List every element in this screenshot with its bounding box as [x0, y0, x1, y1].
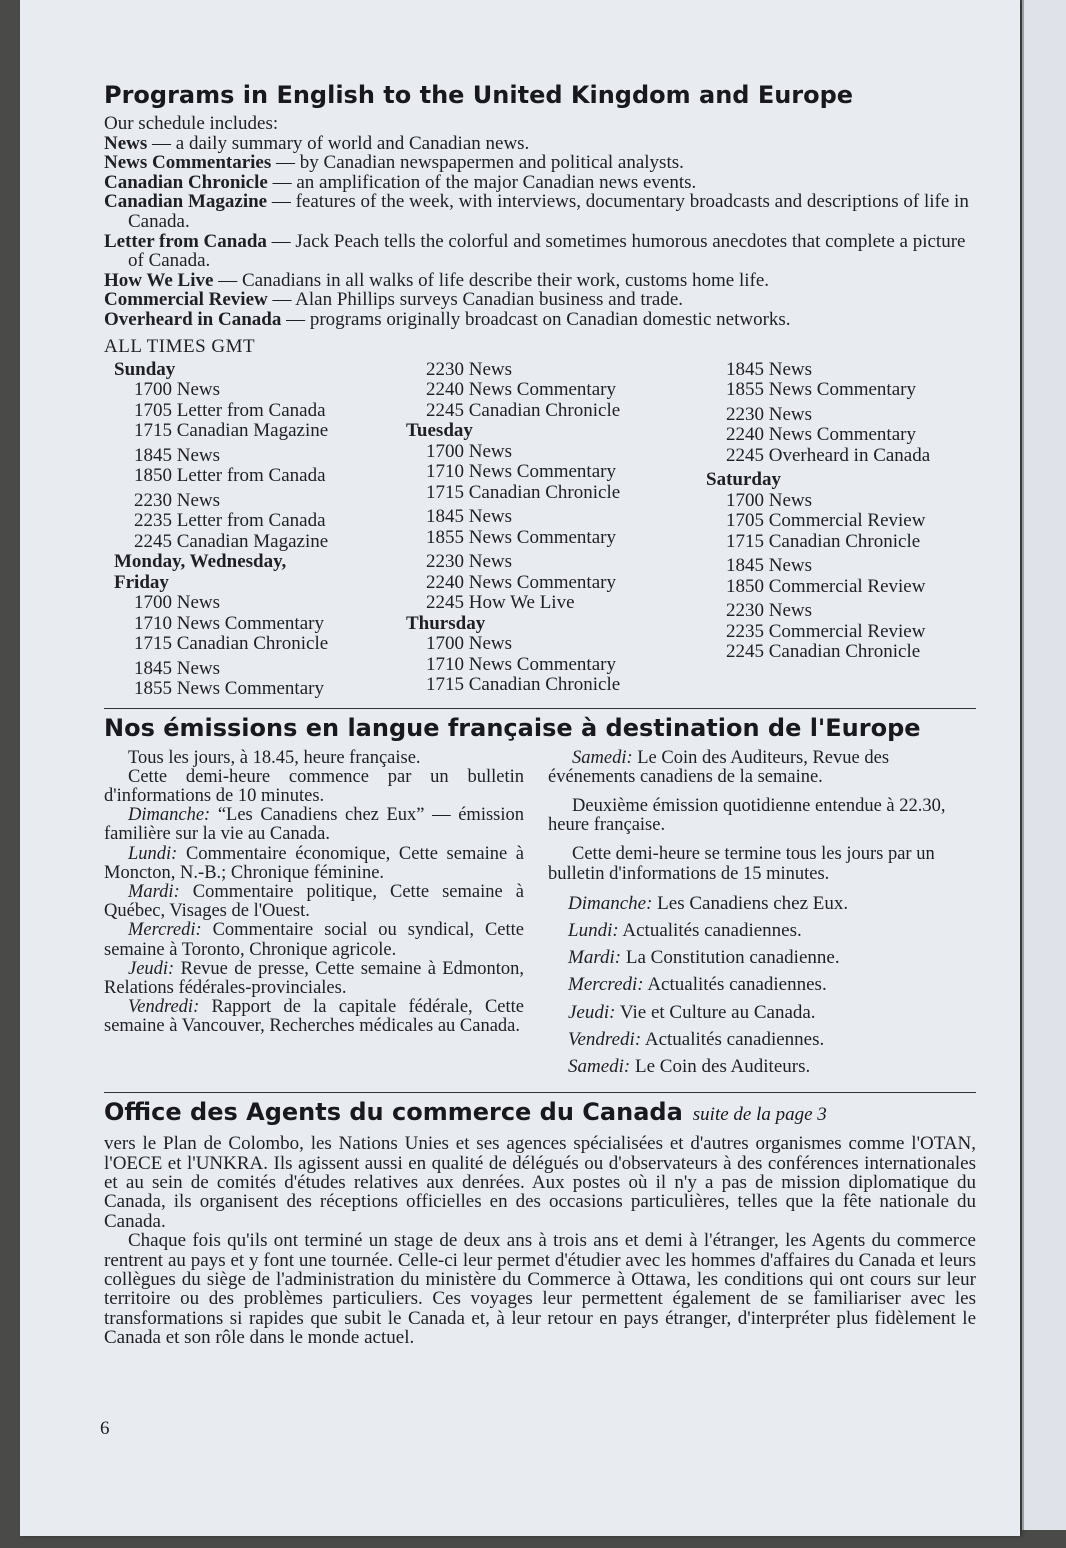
schedule-entry: 1715 Canadian Magazine: [134, 420, 329, 442]
french-day-paragraph: [104, 806, 524, 844]
program-label: Commercial Review: [104, 289, 268, 311]
times-label: ALL TIMES GMT: [104, 335, 256, 357]
french-day-text: Le Coin des Auditeurs, Revue des événements canadiens de la semaine.: [548, 747, 890, 787]
french-paragraph: Cette demi-heure commence par un bulletin d'informations de 10 minutes.: [104, 766, 524, 806]
schedule-column-1: [104, 360, 406, 700]
french-day-label: Mercredi:: [128, 920, 202, 941]
schedule-entry: 1700 News: [726, 489, 813, 511]
french-day-paragraph: [548, 749, 976, 787]
schedule-entry: 1710 News Commentary: [426, 653, 616, 675]
next-page-edge: [1022, 0, 1066, 1530]
french-day-text: Rapport de la capitale fédérale, Cette semaine à Vancouver, Recherches médicales au Canada.: [104, 997, 524, 1037]
french-day-label: Vendredi:: [128, 997, 200, 1018]
article-paragraph: Chaque fois qu'ils ont terminé un stage de deux ans à trois ans et demi à l'étranger, les Agents du commerce rentrent au pays et y font une tournée. Celle-ci leur permet d'étudier avec les hommes d'affaires du Canada et leurs collègues du siège de l'administration du ministère du Commerce à Ottawa, les conditions qui ont cours sur leur territoire ou des problèmes particuliers. Ces voyages leur permettent également de se familiariser avec les transformations si rapides que subit le Canada et, à leur retour en pays étranger, d'interpréter plus fidèlement le Canada et son rôle dans le monde actuel.: [104, 1230, 976, 1349]
section-divider: [104, 708, 976, 709]
french-day-text: Commentaire social ou syndical, Cette semaine à Toronto, Chronique agricole.: [104, 920, 525, 960]
program-item: [104, 173, 976, 193]
schedule-entry: 1705 Letter from Canada: [134, 399, 326, 421]
schedule-entry: 1850 Letter from Canada: [134, 465, 326, 487]
french-paragraph: Cette demi-heure se termine tous les jours par un bulletin d'informations de 15 minutes.: [548, 844, 935, 884]
program-item: [104, 153, 976, 173]
french-programs: [104, 749, 976, 1085]
french-day-text: “Les Canadiens chez Eux” — émission familière sur la vie au Canada.: [104, 805, 524, 845]
french-paragraph: Tous les jours, à 18.45, heure française.: [128, 747, 421, 768]
schedule-entry: 1855 News Commentary: [426, 526, 616, 548]
french-day-text: Commentaire politique, Cette semaine à Québec, Visages de l'Ouest.: [104, 881, 524, 922]
french-program: [548, 975, 976, 994]
schedule-entry: 2240 News Commentary: [426, 379, 616, 401]
schedule-entry: 1845 News: [726, 358, 813, 380]
program-label: Canadian Magazine: [104, 191, 268, 213]
program-desc: — Jack Peach tells the colorful and sometimes humorous anecdotes that complete a picture of Canada.: [128, 230, 966, 272]
french-left-column: [104, 749, 548, 1085]
french-program-text: Le Coin des Auditeurs.: [635, 1055, 811, 1077]
french-day-label: Mercredi:: [568, 974, 644, 996]
schedule-entry: 2230 News: [426, 358, 513, 380]
program-desc: — by Canadian newspapermen and political analysts.: [276, 152, 684, 174]
schedule-entry: 2240 News Commentary: [726, 424, 916, 446]
french-day-label: Jeudi:: [128, 958, 175, 979]
french-right-column: [548, 749, 976, 1085]
schedule-entry: 2245 Canadian Magazine: [134, 530, 329, 552]
program-desc: — Alan Phillips surveys Canadian business and trade.: [272, 289, 684, 311]
schedule-entry: 1700 News: [134, 592, 221, 614]
french-day-text: Revue de presse, Cette semaine à Edmonton, Relations fédérales-provinciales.: [104, 958, 524, 998]
french-program: [548, 921, 976, 940]
french-day-paragraph: [104, 998, 524, 1036]
english-programs-title: Programs in English to the United Kingdom and Europe: [104, 81, 854, 109]
schedule-entry: 1855 News Commentary: [726, 379, 916, 401]
schedule-entry: 1715 Canadian Chronicle: [134, 633, 329, 655]
french-day-label: Lundi:: [568, 919, 619, 941]
day-heading-friday: Friday: [114, 571, 169, 593]
section-divider: [104, 1092, 976, 1093]
schedule-entry: 1710 News Commentary: [426, 461, 616, 483]
day-heading-tuesday: Tuesday: [406, 420, 473, 442]
french-day-label: Dimanche:: [128, 805, 211, 826]
program-item: [104, 134, 976, 154]
day-heading-mwf: Monday, Wednesday,: [114, 551, 287, 573]
schedule-intro: Our schedule includes:: [104, 113, 279, 134]
french-day-label: Dimanche:: [568, 892, 653, 914]
program-item: [104, 310, 976, 330]
french-day-paragraph: [104, 845, 524, 883]
french-program: [548, 1030, 976, 1049]
french-program: [548, 894, 976, 913]
page-number: 6: [100, 1418, 110, 1439]
french-day-label: Vendredi:: [568, 1028, 642, 1050]
trade-office-article: [104, 1134, 976, 1347]
continued-note: suite de la page 3: [692, 1104, 827, 1126]
article-paragraph: vers le Plan de Colombo, les Nations Unies et ses agences spécialisées et d'autres organismes comme l'OTAN, l'OECE et l'UNKRA. Ils agissent aussi en qualité de délégués ou d'observateurs à des conférences internationales et au sein de comités d'études relatives aux denrées. Aux postes où il n'y a pas de mission diplomatique du Canada, ils organisent des réceptions officielles en des occasions particulières, telles que la fête nationale du Canada.: [104, 1133, 976, 1232]
program-desc: — a daily summary of world and Canadian news.: [152, 132, 530, 154]
schedule-entry: 1855 News Commentary: [134, 678, 324, 700]
program-descriptions: [104, 114, 976, 330]
schedule-entry: 1715 Canadian Chronicle: [426, 481, 621, 503]
french-day-label: Mardi:: [128, 881, 180, 902]
day-heading-sunday: Sunday: [114, 358, 176, 380]
french-program-text: Vie et Culture au Canada.: [619, 1001, 816, 1023]
schedule-entry: 1845 News: [426, 506, 513, 528]
program-item: [104, 232, 976, 271]
schedule-entry: 2245 Overheard in Canada: [726, 444, 931, 466]
program-item: [104, 192, 976, 231]
program-label: How We Live: [104, 269, 214, 291]
program-label: News Commentaries: [104, 152, 272, 174]
schedule-column-2: [406, 360, 706, 700]
french-day-paragraph: [104, 921, 524, 959]
schedule-entry: 1845 News: [726, 555, 813, 577]
schedule-entry: 1700 News: [134, 379, 221, 401]
french-program-text: Actualités canadiennes.: [622, 919, 802, 941]
french-program-text: Les Canadiens chez Eux.: [657, 892, 849, 914]
schedule-entry: 1715 Canadian Chronicle: [726, 530, 921, 552]
schedule-entry: 1715 Canadian Chronicle: [426, 674, 621, 696]
french-day-label: Samedi:: [568, 1055, 631, 1077]
schedule-column-3: [706, 360, 976, 700]
program-desc: — features of the week, with interviews, documentary broadcasts and descriptions of life in Canada.: [128, 191, 969, 232]
french-day-paragraph: [104, 960, 524, 998]
program-desc: — an amplification of the major Canadian news events.: [272, 171, 697, 193]
schedule-entry: 1850 Commercial Review: [726, 575, 926, 597]
program-label: Overheard in Canada: [104, 308, 282, 330]
schedule-entry: 2245 How We Live: [426, 592, 575, 614]
french-program: [548, 948, 976, 967]
schedule-entry: 2235 Commercial Review: [726, 620, 926, 642]
schedule-entry: 2245 Canadian Chronicle: [426, 399, 621, 421]
page-content: [104, 80, 976, 1348]
french-day-label: Lundi:: [128, 843, 178, 864]
schedule-entry: 2240 News Commentary: [426, 571, 616, 593]
program-label: News: [104, 132, 148, 154]
french-program-text: Actualités canadiennes.: [644, 1028, 825, 1050]
french-day-label: Mardi:: [568, 947, 622, 969]
schedule-entry: 2245 Canadian Chronicle: [726, 641, 921, 663]
french-day-label: Jeudi:: [568, 1001, 616, 1023]
french-day-label: Samedi:: [572, 747, 633, 768]
schedule-entry: 2230 News: [726, 403, 813, 425]
schedule-entry: 1845 News: [134, 444, 221, 466]
schedule-entry: 2235 Letter from Canada: [134, 510, 326, 532]
program-label: Letter from Canada: [104, 230, 267, 252]
day-heading-thursday: Thursday: [406, 612, 486, 634]
schedule-entry: 2230 News: [426, 551, 513, 573]
program-item: [104, 290, 976, 310]
schedule-entry: 2230 News: [134, 489, 221, 511]
program-item: [104, 271, 976, 291]
french-program-text: La Constitution canadienne.: [625, 947, 840, 969]
french-program: [548, 1003, 976, 1022]
schedule-entry: 1845 News: [134, 657, 221, 679]
trade-office-title: [104, 1097, 976, 1130]
broadcast-schedule: [104, 360, 976, 700]
schedule-entry: 1710 News Commentary: [134, 612, 324, 634]
french-paragraph: Deuxième émission quotidienne entendue à 22.30, heure française.: [548, 795, 946, 836]
schedule-entry: 1700 News: [426, 633, 513, 655]
french-program-text: Actualités canadiennes.: [647, 974, 827, 996]
program-desc: — Canadians in all walks of life describe their work, customs home life.: [218, 269, 770, 291]
schedule-entry: 1705 Commercial Review: [726, 510, 926, 532]
day-heading-saturday: Saturday: [706, 469, 781, 491]
program-desc: — programs originally broadcast on Canadian domestic networks.: [286, 308, 791, 330]
program-label: Canadian Chronicle: [104, 171, 268, 193]
french-program: [548, 1057, 976, 1076]
schedule-entry: 2230 News: [726, 600, 813, 622]
french-programs-title: Nos émissions en langue française à destination de l'Europe: [104, 713, 921, 742]
french-day-paragraph: [104, 883, 524, 921]
trade-office-title-text: Office des Agents du commerce du Canada: [104, 1098, 683, 1127]
french-day-text: Commentaire économique, Cette semaine à Moncton, N.-B.; Chronique féminine.: [104, 843, 524, 883]
schedule-entry: 1700 News: [426, 440, 513, 462]
